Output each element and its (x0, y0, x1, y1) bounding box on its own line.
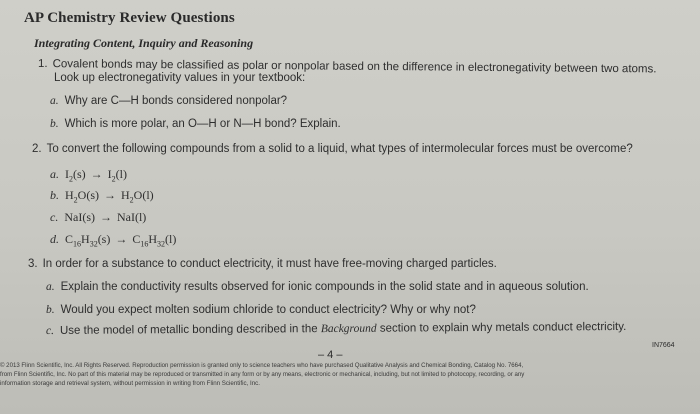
question-2-text: To convert the following compounds from a solid to a liquid, what types of intermolecular forces must be overcome? (46, 143, 633, 155)
page-title: AP Chemistry Review Questions (24, 10, 235, 26)
question-1-line-2: Look up electronegativity values in your textbook: (54, 72, 306, 84)
page-subtitle: Integrating Content, Inquiry and Reasoning (34, 36, 254, 50)
question-1b: b. Which is more polar, an O—H or N—H bond? Explain. (50, 118, 341, 130)
question-1a: a. Why are C—H bonds considered nonpolar? (50, 95, 288, 107)
question-2a: a. $I_2(s) \to I_2(l)$ (50, 167, 127, 184)
copyright-line-3: information storage and retrieval system, without permission in writing from Flinn Scientific, Inc. (0, 380, 260, 387)
question-3a: a. Explain the conductivity results observed for ionic compounds in the solid state and in aqueous solution. (46, 281, 589, 293)
question-2-number: 2. (32, 143, 42, 155)
page-number: – 4 – (318, 349, 343, 361)
question-2d: d. $C_{16}H_{32}(s) \to C_{16}H_{32}(l)$ (50, 232, 177, 249)
question-1-number: 1. (37, 58, 48, 71)
question-2b: b. $H_2O(s) \to H_2O(l)$ (50, 188, 154, 205)
arrow-icon: → (104, 188, 116, 202)
question-2c: c. NaI(s) → NaI(l) (50, 210, 147, 224)
question-3b: b. Would you expect molten sodium chloride to conduct electricity? Why or why not? (46, 304, 476, 316)
catalog-code: IN7664 (652, 342, 675, 349)
copyright-line-1: © 2013 Flinn Scientific, Inc. All Rights Reserved. Reproduction permission is granted only to science teachers who have purchased Qualitative Analysis and Chemical Bonding, Catalog No. 7664, (0, 362, 524, 369)
question-1-text: Covalent bonds may be classified as polar or nonpolar based on the difference in electronegativity between two atoms. (52, 58, 657, 76)
arrow-icon: → (115, 232, 128, 246)
copyright-line-2: from Flinn Scientific, Inc. No part of this material may be reproduced or transmitted in any form or by any means, electronic or mechanical, including, but not limited to photocopy, recording, or any (0, 371, 525, 378)
question-2 (32, 143, 633, 155)
question-3-text: In order for a substance to conduct electricity, it must have free-moving charged particles. (42, 258, 497, 270)
question-3-number: 3. (28, 258, 38, 270)
arrow-icon: → (90, 167, 103, 181)
question-3 (28, 258, 497, 270)
question-3c: c. Use the model of metallic bonding described in the Background section to explain why metals conduct electricity. (45, 320, 627, 337)
arrow-icon: → (99, 210, 112, 224)
